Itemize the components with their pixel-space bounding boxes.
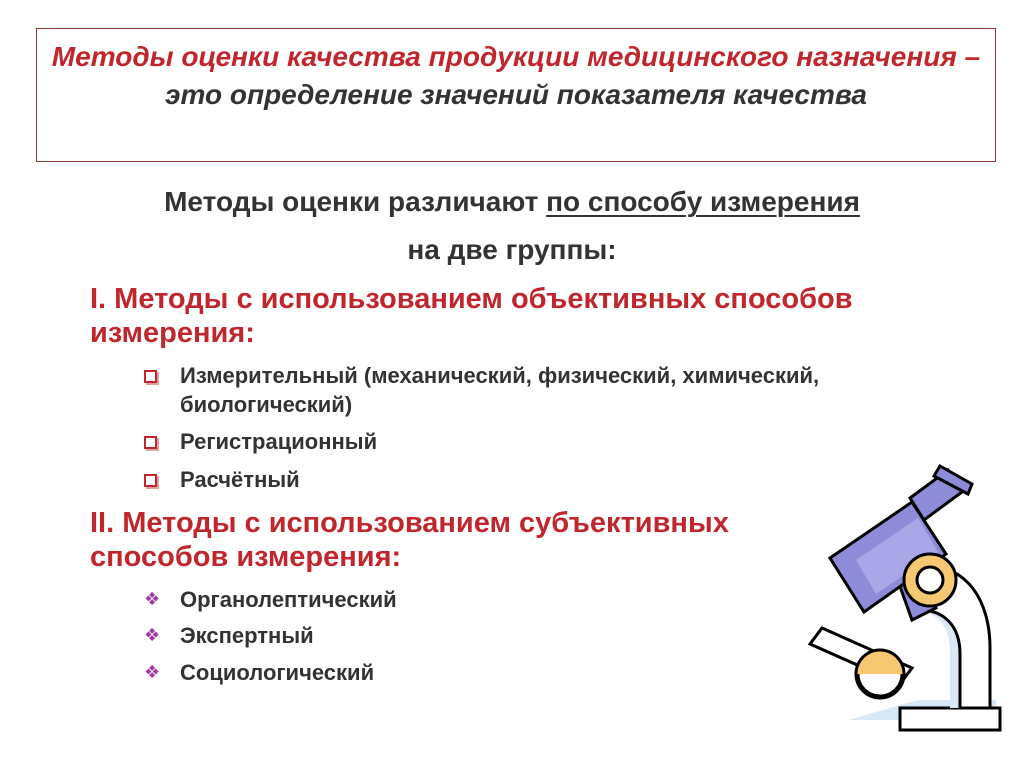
group-2-heading: II. Методы с использованием субъективных способов измерения: bbox=[90, 507, 729, 573]
microscope-icon bbox=[800, 462, 1010, 742]
intro-line-1 bbox=[0, 186, 1024, 218]
checkbox-bullet-icon bbox=[144, 427, 166, 456]
item-label: Органолептический bbox=[180, 587, 397, 612]
group-1-item bbox=[144, 361, 864, 419]
item-label: Социологический bbox=[180, 660, 375, 685]
item-label: Регистрационный bbox=[180, 429, 378, 454]
item-label: Расчётный bbox=[180, 467, 300, 492]
intro-underlined: по способу измерения bbox=[546, 186, 860, 217]
intro-line-2: на две группы: bbox=[407, 234, 617, 265]
definition-text: это определение значений показателя качества bbox=[165, 79, 867, 110]
group-2-item bbox=[144, 658, 864, 687]
diamond-bullet-icon: ❖ bbox=[144, 625, 161, 645]
group-2-item bbox=[144, 621, 864, 650]
group-2-item bbox=[144, 585, 864, 614]
definition-dash: – bbox=[956, 41, 981, 72]
group-1-item bbox=[144, 465, 864, 494]
diamond-bullet-icon: ❖ bbox=[144, 589, 161, 609]
checkbox-bullet-icon bbox=[144, 465, 166, 494]
item-label: Измерительный (механический, физический, химический, биологический) bbox=[180, 363, 820, 417]
checkbox-bullet-icon bbox=[144, 361, 166, 390]
definition-term: Методы оценки качества продукции медицинского назначения bbox=[51, 41, 957, 72]
intro-text: Методы оценки различают bbox=[164, 186, 547, 217]
item-label: Экспертный bbox=[180, 623, 314, 648]
group-1-heading: I. Методы с использованием объективных способов измерения: bbox=[90, 283, 853, 349]
group-1-item bbox=[144, 427, 864, 456]
definition-box bbox=[36, 28, 996, 162]
diamond-bullet-icon: ❖ bbox=[144, 662, 161, 682]
